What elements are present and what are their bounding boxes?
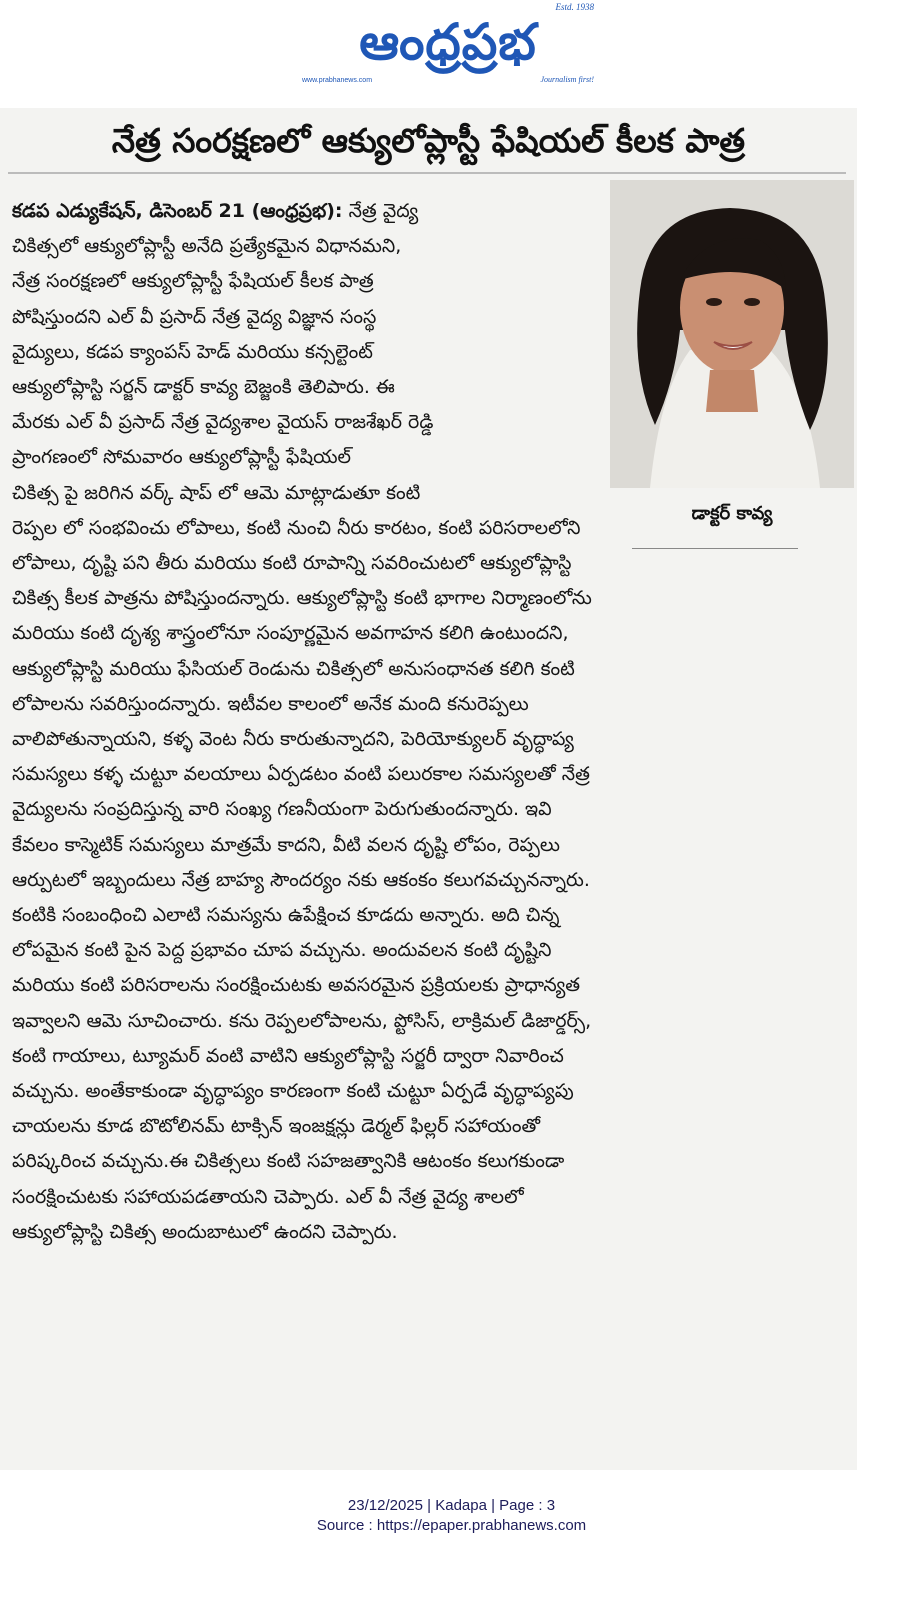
- estd-label: Estd. 1938: [555, 2, 594, 12]
- body-line: పరిష్కరించ వచ్చును.ఈ చికిత్సలు కంటి సహజత్వానికి ఆటంకం కలుగకుండా: [12, 1150, 565, 1173]
- article-headline: నేత్ర సంరక్షణలో ఆక్యులోప్లాస్టీ ఫేషియల్ కీలక పాత్ర: [111, 121, 746, 160]
- body-line: ఆక్యులోప్లాస్టి మరియు ఫేసియల్ రెండును చికిత్సలో అనుసంధానత కలిగి కంటి: [12, 657, 575, 680]
- article-body: [12, 194, 848, 1250]
- body-line: చాయలను కూడ బొటోలినమ్ టాక్సిన్ ఇంజక్షన్లు డెర్మల్ ఫిల్లర్ సహాయంతో: [12, 1115, 541, 1138]
- body-line: కంటి గాయాలు, ట్యూమర్ వంటి వాటిని ఆక్యులోప్లాస్టి సర్జరీ ద్వారా నివారించ: [12, 1044, 564, 1067]
- newspaper-logo: [298, 4, 598, 90]
- headline-divider: [8, 172, 846, 174]
- body-line: రెప్పల లో సంభవించు లోపాలు, కంటి నుంచి నీరు కారటం, కంటి పరిసరాలలోని: [12, 516, 581, 539]
- body-line: మరియు కంటి దృశ్య శాస్త్రంలోనూ సంపూర్ణమైన అవగాహన కలిగి ఉంటుందని,: [12, 622, 569, 645]
- masthead: [0, 0, 903, 100]
- body-line: సమస్యలు కళ్ళ చుట్టూ వలయాలు ఏర్పడటం వంటి పలురకాల సమస్యలతో నేత్ర: [12, 763, 590, 786]
- body-line-text: నేత్ర వైద్య: [342, 200, 419, 222]
- body-line: [12, 194, 602, 229]
- body-narrow-column: [12, 194, 848, 511]
- body-line: పోషిస్తుందని ఎల్ వీ ప్రసాద్ నేత్ర వైద్య విజ్ఞాన సంస్థ: [12, 305, 377, 328]
- body-line: లోపాలు, దృష్టి పని తీరు మరియు కంటి రూపాన్ని సవరించుటలో ఆక్యులోప్లాస్టి: [12, 552, 572, 575]
- body-line: లోపమైన కంటి పైన పెద్ద ప్రభావం చూప వచ్చును. అందువలన కంటి దృష్టిని: [12, 939, 552, 962]
- logo-wordmark: ఆంధ్రప్రభ: [359, 12, 537, 71]
- body-line: చికిత్సలో ఆక్యులోప్లాస్టీ అనేది ప్రత్యేకమైన విధానమని,: [12, 235, 402, 258]
- body-line: సంరక్షించుటకు సహాయపడతాయని చెప్పారు. ఎల్ వీ నేత్ర వైద్య శాలలో: [12, 1185, 524, 1208]
- footer-edition-info: 23/12/2025 | Kadapa | Page : 3: [347, 1497, 556, 1514]
- body-line: కంటికి సంబంధించి ఎలాటి సమస్యను ఉపేక్షించ కూడదు అన్నారు. అది చిన్న: [12, 904, 560, 927]
- body-line: ఆక్యులోప్లాస్టి సర్జన్ డాక్టర్ కావ్య బెజ్జంకి తెలిపారు. ఈ: [12, 376, 395, 399]
- body-line: కేవలం కాస్మెటిక్ సమస్యలు మాత్రమే కాదని, వీటి వలన దృష్టి లోపం, రెప్పలు: [12, 833, 560, 856]
- article-clipping: [0, 108, 857, 1470]
- page-footer: [0, 1496, 903, 1536]
- body-line: ప్రాంగణంలో సోమవారం ఆక్యులోప్లాస్టీ ఫేషియల్: [12, 446, 352, 469]
- site-url: www.prabhanews.com: [302, 77, 373, 84]
- body-line: వాలిపోతున్నాయని, కళ్ళ వెంట నీరు కారుతున్నాదని, పెరియోక్యులర్ వృద్ధాప్య: [12, 728, 574, 751]
- body-line: నేత్ర సంరక్షణలో ఆక్యులోప్లాస్టీ ఫేషియల్ కీలక పాత్ర: [12, 270, 374, 293]
- body-line: మేరకు ఎల్ వీ ప్రసాద్ నేత్ర వైద్యశాల వైయస్ రాజశేఖర్ రెడ్డి: [12, 411, 434, 434]
- body-line: లోపాలను సవరిస్తుందన్నారు. ఇటీవల కాలంలో అనేక మంది కనురెప్పలు: [12, 692, 529, 715]
- dateline: కడప ఎడ్యుకేషన్, డిసెంబర్ 21 (ఆంధ్రప్రభ):: [12, 200, 343, 222]
- body-line: చికిత్స పై జరిగిన వర్క్ షాప్ లో ఆమె మాట్లాడుతూ కంటి: [12, 481, 421, 504]
- body-line: మరియు కంటి పరిసరాలను సంరక్షించుటకు అవసరమైన ప్రక్రియలకు ప్రాధాన్యత: [12, 974, 581, 997]
- body-line: చికిత్స కీలక పాత్రను పోషిస్తుందన్నారు. ఆక్యులోప్లాస్టి కంటి భాగాల నిర్మాణంలోను: [12, 587, 592, 610]
- body-wide-column: [12, 511, 848, 1250]
- photo-caption: డాక్టర్ కావ్య: [691, 503, 773, 524]
- body-line: ఆక్యులోప్లాస్టి చికిత్స అందుబాటులో ఉందని చెప్పారు.: [12, 1220, 398, 1243]
- footer-source-link[interactable]: Source : https://epaper.prabhanews.com: [316, 1517, 587, 1534]
- tagline: Journalism first!: [540, 75, 594, 84]
- body-line: వచ్చును. అంతేకాకుండా వృద్ధాప్యం కారణంగా కంటి చుట్టూ ఏర్పడే వృద్ధాప్యపు: [12, 1080, 574, 1103]
- body-line: ఆర్పుటలో ఇబ్బందులు నేత్ర బాహ్య సౌందర్యం నకు ఆకంకం కలుగవచ్చునన్నారు.: [12, 868, 590, 891]
- body-line: వైద్యులు, కడప క్యాంపస్ హెడ్ మరియు కన్సల్టెంట్: [12, 340, 373, 363]
- body-line: వైద్యులను సంప్రదిస్తున్న వారి సంఖ్య గణనీయంగా పెరుగుతుందన్నారు. ఇవి: [12, 798, 552, 821]
- body-line: ఇవ్వాలని ఆమె సూచించారు. కను రెప్పలలోపాలను, ప్టోసిస్, లాక్రిమల్ డిజార్డర్స్,: [12, 1009, 592, 1032]
